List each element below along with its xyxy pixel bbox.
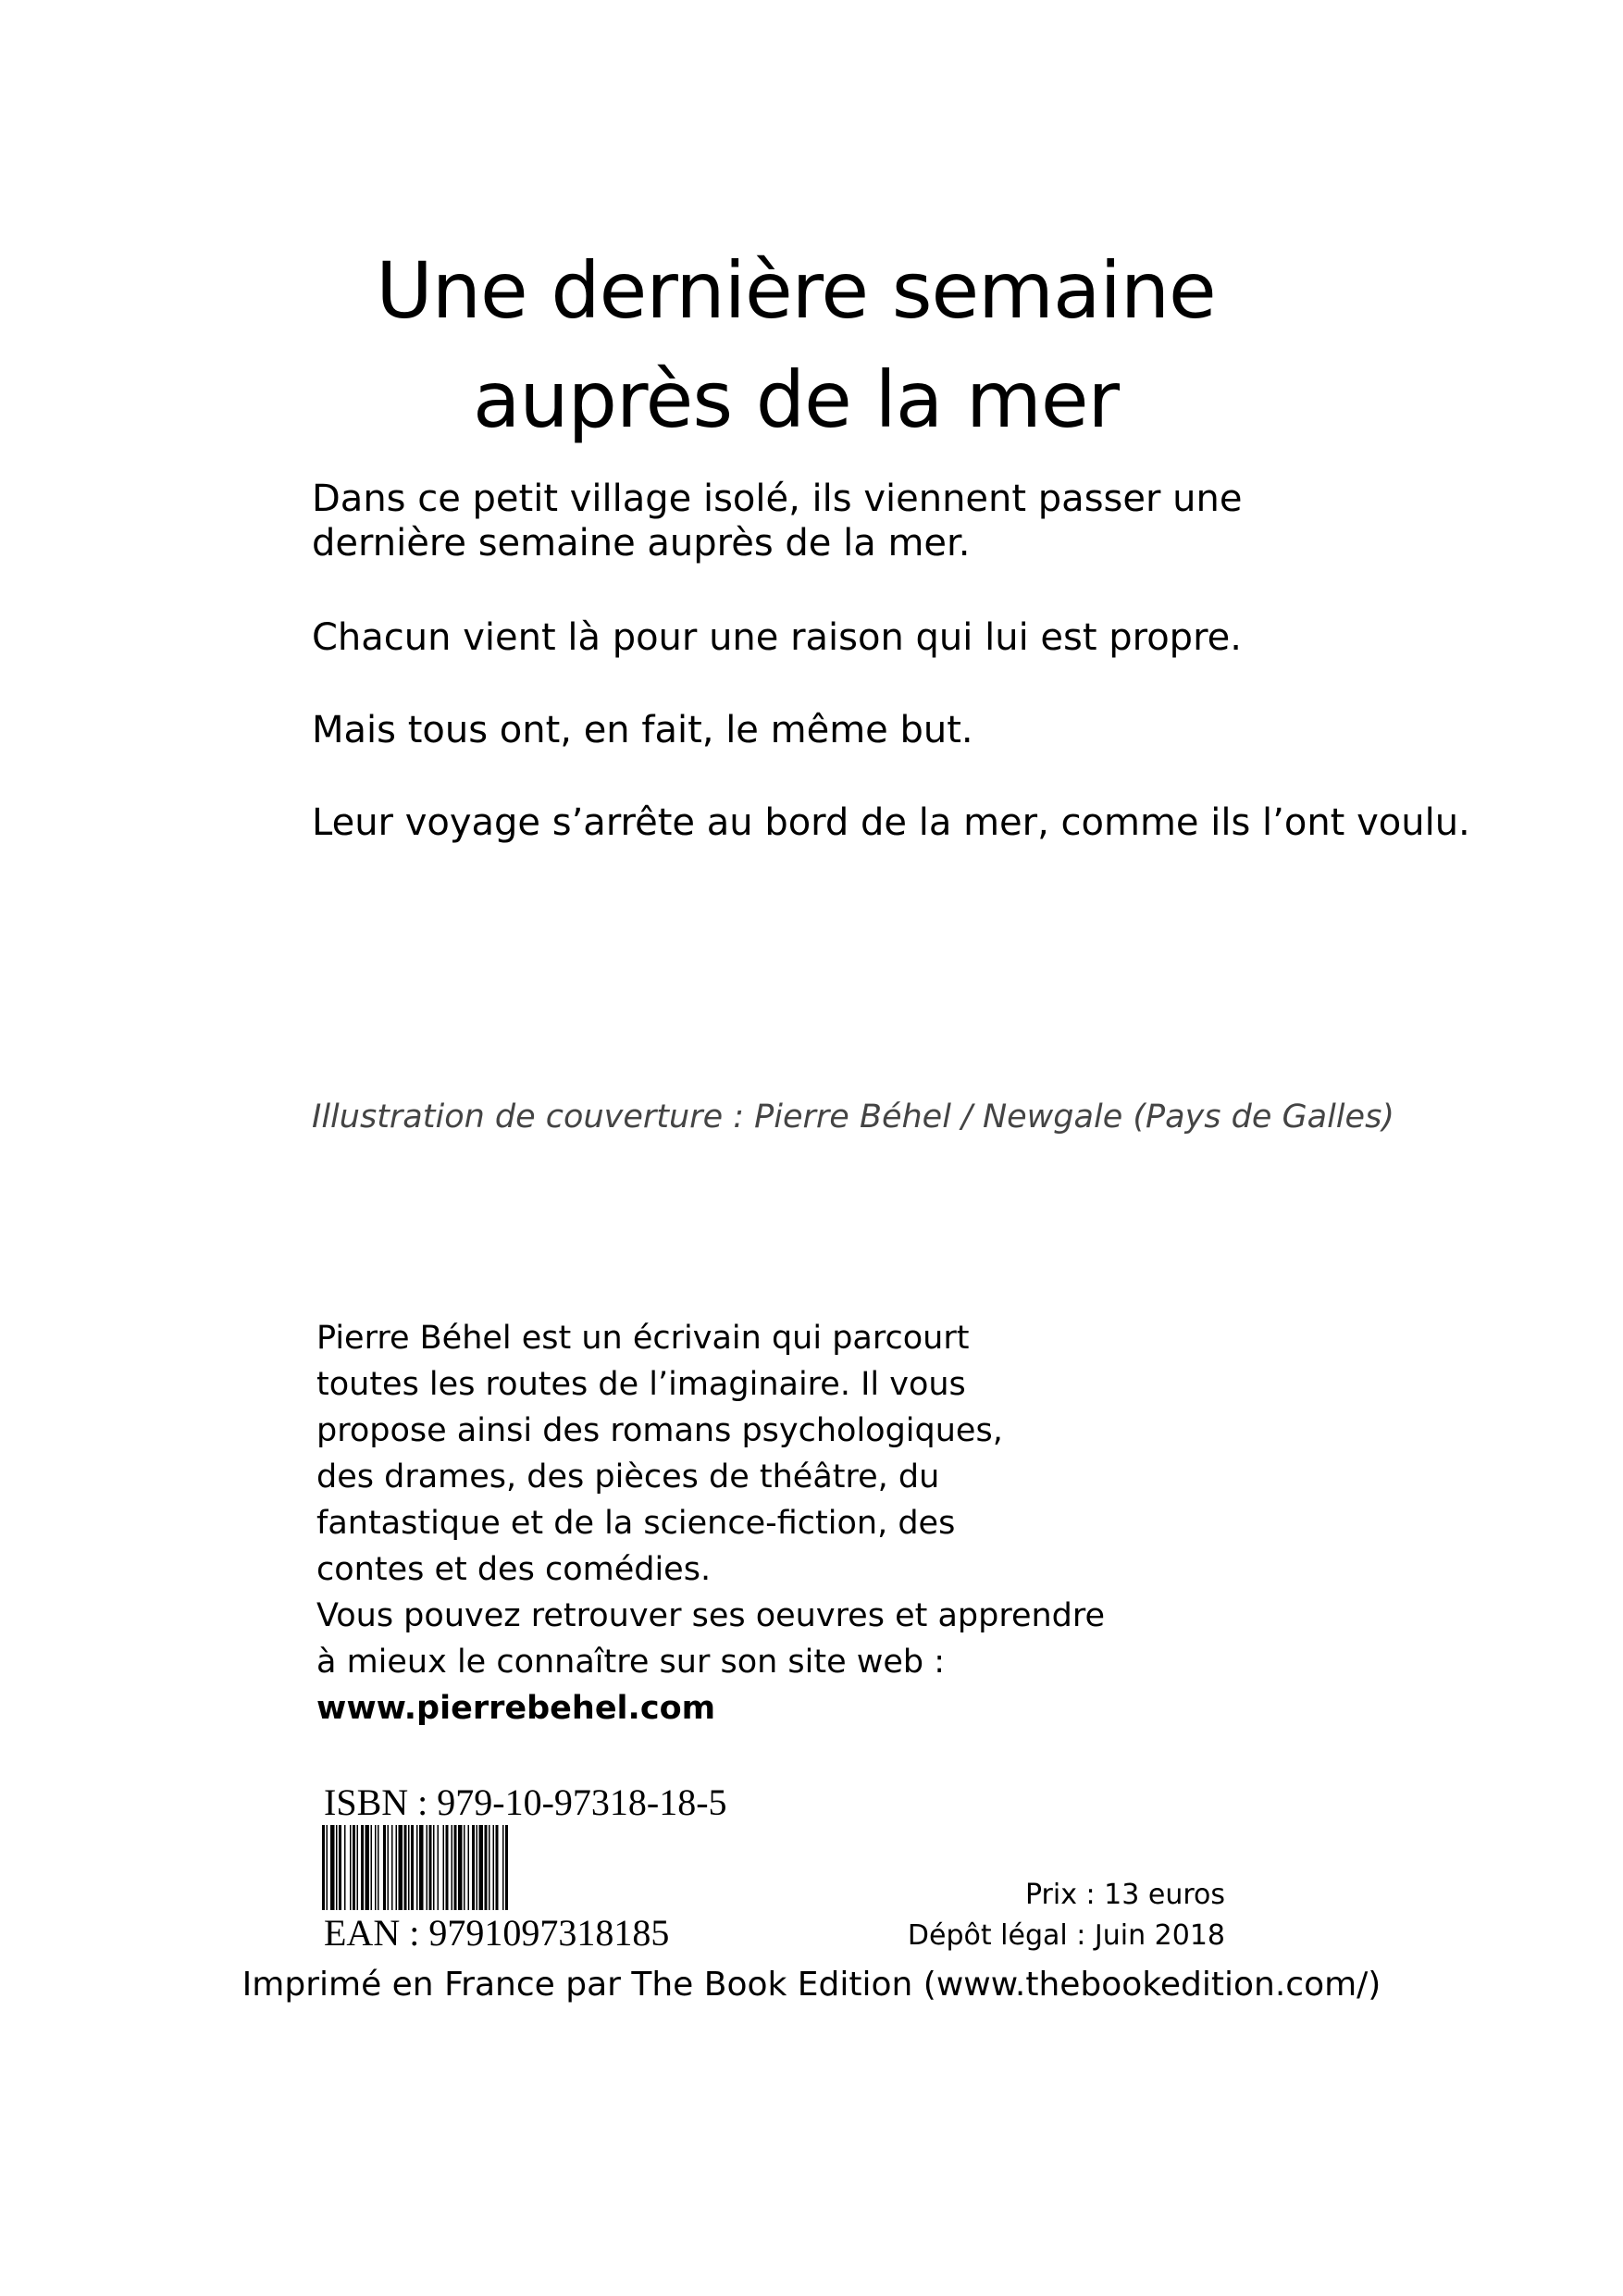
barcode-bar: [464, 1825, 465, 1910]
author-bio-line: contes et des comédies.: [316, 1551, 712, 1588]
barcode-bar: [419, 1825, 424, 1910]
barcode-bar: [371, 1825, 373, 1910]
barcode-bar: [396, 1825, 398, 1910]
barcode-bar: [438, 1825, 440, 1910]
price-label: Prix : 13 euros: [1024, 1879, 1225, 1911]
barcode-bar: [443, 1825, 445, 1910]
barcode-bar: [353, 1825, 355, 1910]
author-bio-line: propose ainsi des romans psychologiques,: [316, 1412, 1003, 1449]
barcode-bar: [446, 1825, 449, 1910]
barcode-bar: [357, 1825, 359, 1910]
author-bio-line: Pierre Béhel est un écrivain qui parcourt: [316, 1320, 970, 1357]
isbn-label: ISBN : 979-10-97318-18-5: [324, 1781, 727, 1823]
barcode-bar: [489, 1825, 490, 1910]
barcode-bar: [458, 1825, 463, 1910]
barcode-bar: [496, 1825, 499, 1910]
barcode-bar: [429, 1825, 432, 1910]
barcode-bar: [468, 1825, 470, 1910]
barcode-bar: [493, 1825, 495, 1910]
barcode-bar: [365, 1825, 370, 1910]
barcode-bar: [479, 1825, 484, 1910]
author-website: www.pierrebehel.com: [316, 1690, 716, 1727]
barcode-bar: [336, 1825, 338, 1910]
price-info: [908, 1875, 1225, 1956]
blurb-paragraph-4: Leur voyage s’arrête au bord de la mer, comme ils l’ont voulu.: [312, 801, 1470, 844]
author-bio-line: Vous pouvez retrouver ses oeuvres et apprendre: [316, 1597, 1106, 1634]
barcode-bar: [454, 1825, 457, 1910]
barcode-bar: [485, 1825, 488, 1910]
printer-credit: Imprimé en France par The Book Edition (www.thebookedition.com/): [242, 1966, 1381, 2004]
blurb-paragraph-1-line-2: dernière semaine auprès de la mer.: [312, 522, 971, 565]
barcode-bar: [411, 1825, 414, 1910]
barcode-bar: [378, 1825, 379, 1910]
barcode-bar: [344, 1825, 346, 1910]
author-bio-line: des drames, des pièces de théâtre, du: [316, 1458, 940, 1496]
book-title-line-1: Une dernière semaine: [376, 245, 1216, 336]
barcode-bar: [408, 1825, 410, 1910]
barcode-bar: [505, 1825, 508, 1910]
barcode-bar: [433, 1825, 435, 1910]
barcode-bar: [399, 1825, 403, 1910]
author-bio: [316, 1315, 1242, 1731]
blurb-paragraph-1: [312, 477, 1515, 565]
barcode-bar: [383, 1825, 386, 1910]
barcode-bar: [388, 1825, 390, 1910]
barcode-bar: [391, 1825, 393, 1910]
barcode-bar: [330, 1825, 335, 1910]
barcode-bar: [327, 1825, 328, 1910]
blurb-paragraph-1-line-1: Dans ce petit village isolé, ils viennent passer une: [312, 478, 1243, 520]
blurb-paragraph-2: Chacun vient là pour une raison qui lui est propre.: [312, 616, 1242, 659]
book-title-line-2: auprès de la mer: [472, 354, 1120, 445]
barcode-bar: [427, 1825, 428, 1910]
legal-deposit-label: Dépôt légal : Juin 2018: [907, 1919, 1225, 1952]
barcode-bar: [477, 1825, 478, 1910]
barcode-image: [322, 1825, 627, 1910]
barcode-bar: [452, 1825, 453, 1910]
illustration-credit: Illustration de couverture : Pierre Béhel / Newgale (Pays de Galles): [312, 1098, 1394, 1136]
barcode-bar: [322, 1825, 325, 1910]
author-bio-line: toutes les routes de l’imaginaire. Il vous: [316, 1366, 966, 1403]
blurb-paragraph-3: Mais tous ont, en fait, le même but.: [312, 709, 973, 751]
barcode-bar: [472, 1825, 475, 1910]
book-title: [241, 236, 1351, 454]
barcode-bar: [404, 1825, 407, 1910]
barcode-bar: [350, 1825, 352, 1910]
barcode-bar: [361, 1825, 364, 1910]
barcode-bar: [416, 1825, 418, 1910]
barcode-bar: [502, 1825, 504, 1910]
barcode-bar: [375, 1825, 377, 1910]
barcode-bar: [339, 1825, 341, 1910]
author-bio-line: fantastique et de la science-fiction, des: [316, 1505, 956, 1542]
author-bio-line: à mieux le connaître sur son site web :: [316, 1644, 946, 1681]
ean-label: EAN : 9791097318185: [324, 1912, 670, 1954]
